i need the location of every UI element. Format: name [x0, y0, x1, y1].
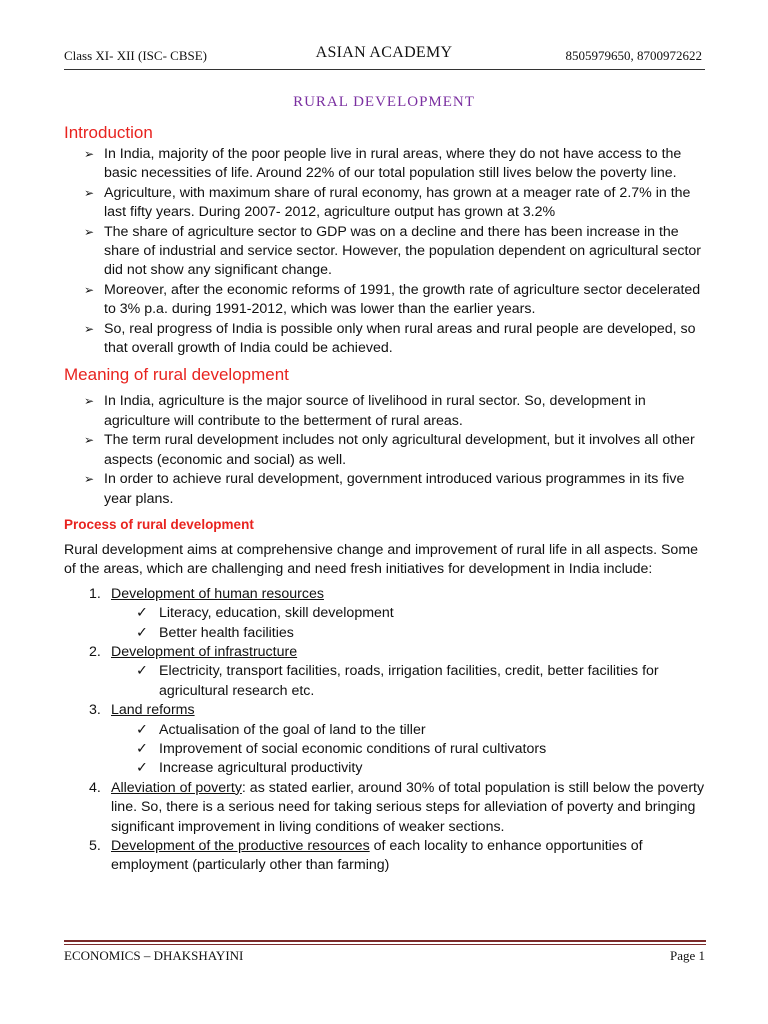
list-item: ➢ In order to achieve rural development, government introduced various programmes in its five year plans. [84, 471, 685, 507]
check-icon: ✓ [136, 605, 148, 622]
arrow-bullet-icon: ➢ [84, 321, 95, 336]
sub-item: ✓ Actualisation of the goal of land to the tiller [136, 721, 709, 740]
sub-item: ✓ Literacy, education, skill development [136, 604, 709, 623]
process-list [89, 585, 709, 876]
sub-list [136, 662, 709, 701]
list-item: 1. Development of human resources ✓ Literacy, education, skill development ✓ Better health facilities [89, 585, 709, 643]
sub-item: ✓ Increase agricultural productivity [136, 759, 709, 778]
arrow-bullet-icon: ➢ [84, 147, 95, 161]
arrow-bullet-icon: ➢ [84, 394, 95, 409]
sub-item: ✓ Improvement of social economic conditions of rural cultivators [136, 740, 709, 759]
item-title: Alleviation of poverty [111, 779, 242, 796]
sub-item: ✓ Electricity, transport facilities, roads, irrigation facilities, credit, better facilities for agricultural research etc. [136, 663, 659, 699]
introduction-list [84, 145, 709, 358]
check-icon: ✓ [136, 663, 148, 680]
check-icon: ✓ [136, 760, 148, 777]
item-title: Development of human resources [111, 585, 324, 602]
academy-name: ASIAN ACADEMY [315, 44, 453, 61]
header-divider [64, 69, 705, 70]
phone-numbers: 8505979650, 8700972622 [565, 48, 702, 63]
arrow-bullet-icon: ➢ [84, 185, 95, 200]
list-item: ➢ The term rural development includes not only agricultural development, but it involves all other aspects (economic and social) as well. [84, 432, 695, 468]
check-icon: ✓ [136, 740, 148, 757]
list-item: ➢ Moreover, after the economic reforms of 1991, the growth rate of agriculture sector decelerated to 3% p.a. during 1991-2012, which was lower than the earlier years. [84, 281, 701, 318]
sub-list [136, 721, 709, 779]
footer-divider [64, 940, 706, 942]
list-item: ➢ In India, agriculture is the major source of livelihood in rural sector. So, development in agriculture will contribute to the betterment of rural areas. [84, 393, 646, 429]
list-item: ➢ Agriculture, with maximum share of rural economy, has grown at a meager rate of 2.7% in the last fifty years. During 2007- 2012, agriculture output has grown at 3.2% [84, 184, 691, 221]
class-label: Class XI- XII (ISC- CBSE) [64, 48, 207, 63]
list-item: 2. Development of infrastructure ✓ Electricity, transport facilities, roads, irrigation facilities, credit, better facilities for agricultural research etc. [89, 643, 709, 701]
check-icon: ✓ [136, 624, 148, 641]
introduction-heading: Introduction [64, 123, 153, 142]
process-heading: Process of rural development [64, 516, 254, 532]
list-item: ➢ The share of agriculture sector to GDP was on a decline and there has been increase in the share of industrial and service sector. However, the population dependent on agricultural sector did not show any significant change. [84, 223, 702, 279]
arrow-bullet-icon: ➢ [84, 472, 95, 487]
meaning-list [84, 392, 709, 508]
check-icon: ✓ [136, 721, 148, 738]
arrow-bullet-icon: ➢ [84, 282, 95, 297]
item-title: Development of the productive resources [111, 838, 370, 854]
footer-subject: ECONOMICS – DHAKSHAYINI [64, 948, 244, 963]
sub-list [136, 604, 709, 643]
list-item: ➢ In India, majority of the poor people live in rural areas, where they do not have access to the basic necessities of life. Around 22% of our total population still lives below the poverty line. [84, 146, 682, 182]
page-header [64, 44, 704, 66]
document-body [64, 121, 709, 876]
footer-divider-thin [64, 944, 706, 945]
list-item: ➢ So, real progress of India is possible only when rural areas and rural people are developed, so that overall growth of India could be achieved. [84, 320, 696, 357]
list-item: 3. Land reforms ✓ Actualisation of the goal of land to the tiller ✓ Improvement of social economic conditions of rural cultivators ✓ Increase agricultural productivity [89, 701, 709, 779]
page-number: Page 1 [669, 948, 705, 963]
arrow-bullet-icon: ➢ [84, 224, 95, 239]
list-item: 5. Development of the productive resources of each locality to enhance opportunities of employment (particularly other than farming) [89, 838, 643, 874]
sub-item: ✓ Better health facilities [136, 624, 709, 643]
document-title: RURAL DEVELOPMENT [293, 94, 475, 110]
item-title: Land reforms [111, 702, 195, 719]
item-title: Development of infrastructure [111, 643, 298, 660]
meaning-heading: Meaning of rural development [64, 365, 289, 385]
process-intro: Rural development aims at comprehensive change and improvement of rural life in all aspects. Some of the areas, which are challenging and need fresh initiatives for development in India include: [64, 541, 699, 578]
arrow-bullet-icon: ➢ [84, 433, 95, 448]
list-item: 4. Alleviation of poverty: as stated earlier, around 30% of total population is still below the poverty line. So, there is a serious need for taking serious steps for alleviation of poverty and bringing significant improvement in living conditions of weaker sections. [89, 779, 705, 835]
